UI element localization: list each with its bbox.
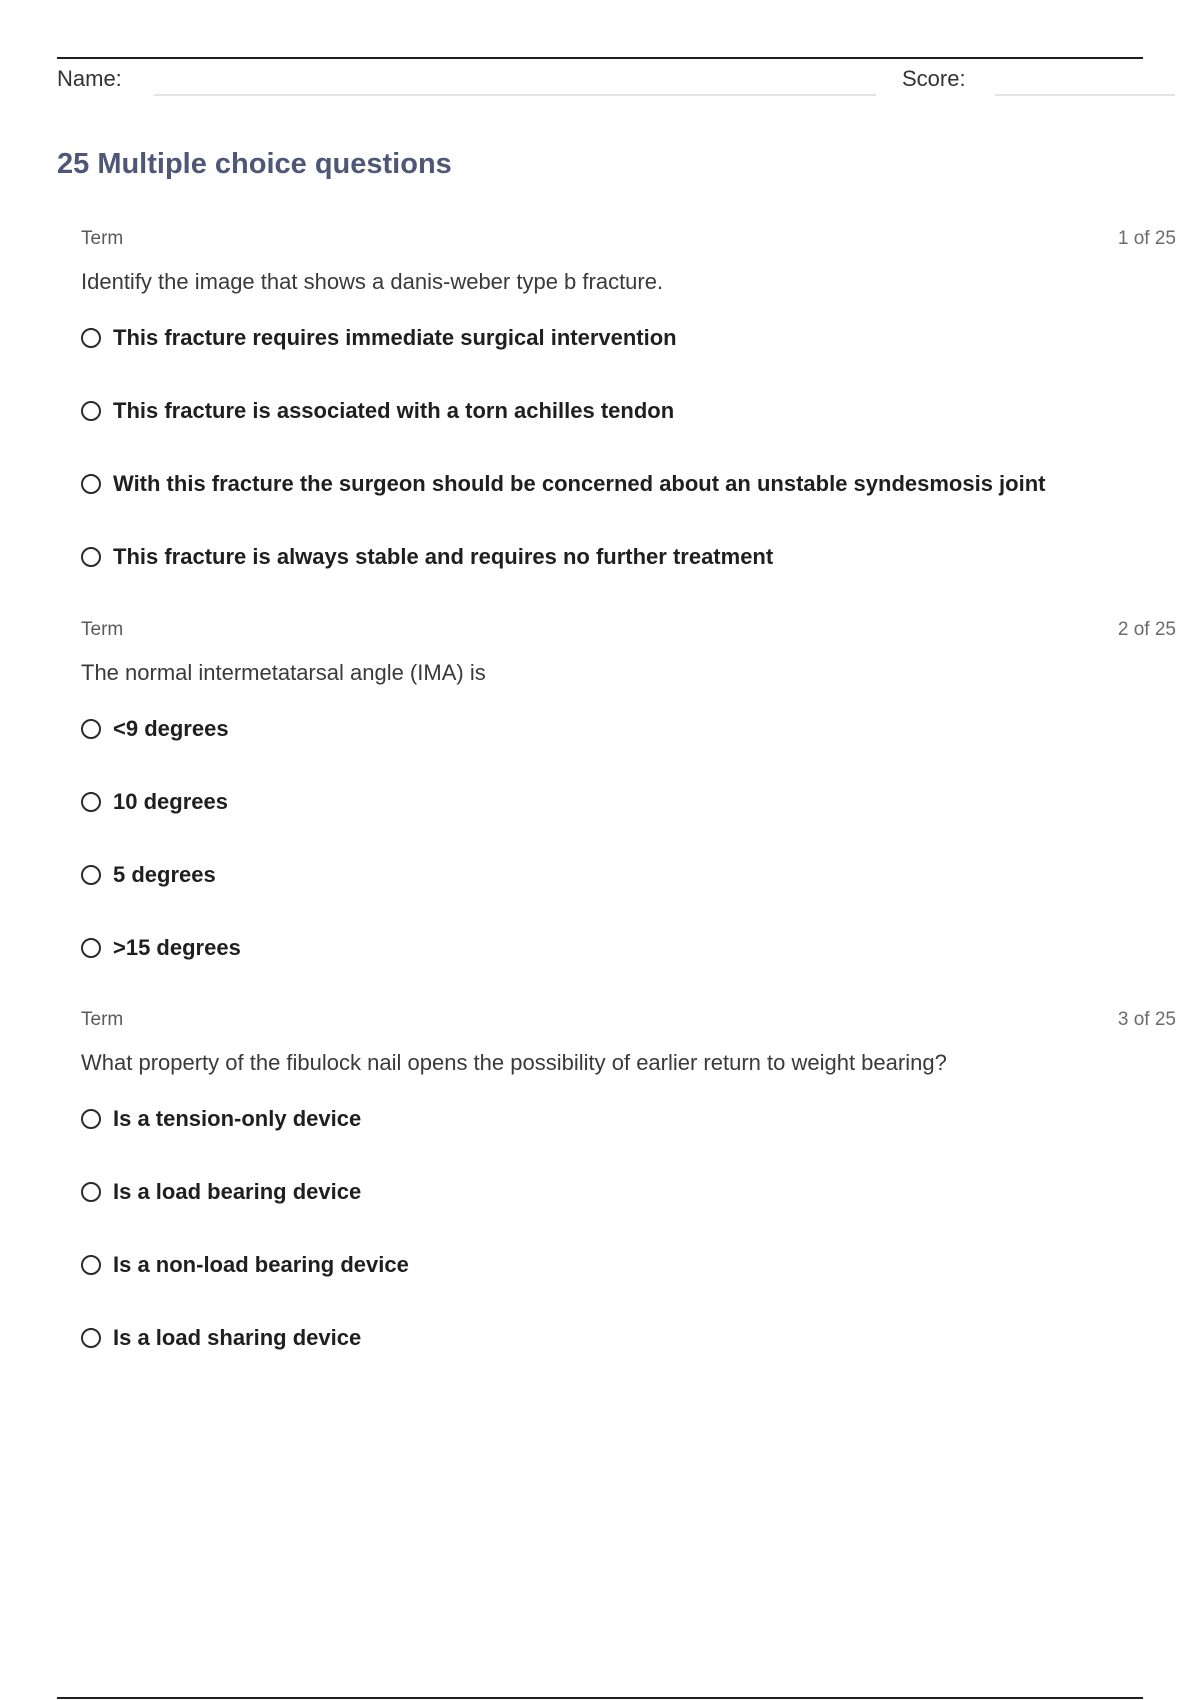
radio-button-icon[interactable]: [81, 938, 101, 958]
question-3: [81, 1009, 1176, 1395]
name-field[interactable]: [154, 94, 876, 96]
answer-option-label: Is a load sharing device: [113, 1325, 362, 1350]
answer-option[interactable]: [81, 859, 1176, 891]
top-divider: [57, 57, 1143, 59]
answer-option[interactable]: [81, 1103, 1176, 1135]
answer-option-label: 10 degrees: [113, 789, 228, 814]
answer-option[interactable]: [81, 468, 1176, 500]
question-header: [81, 619, 1176, 645]
radio-button-icon[interactable]: [81, 474, 101, 494]
answer-options: [81, 1103, 1176, 1354]
radio-button-icon[interactable]: [81, 547, 101, 567]
answer-option[interactable]: [81, 713, 1176, 745]
bottom-divider: [57, 1697, 1143, 1699]
name-label: Name:: [57, 66, 122, 91]
answer-option-label: Is a tension-only device: [113, 1106, 362, 1131]
radio-button-icon[interactable]: [81, 328, 101, 348]
question-counter: 1 of 25: [1117, 228, 1176, 249]
question-header: [81, 228, 1176, 254]
answer-options: [81, 713, 1176, 964]
term-label: Term: [81, 228, 124, 249]
radio-button-icon[interactable]: [81, 792, 101, 812]
answer-option[interactable]: [81, 786, 1176, 818]
radio-button-icon[interactable]: [81, 1182, 101, 1202]
radio-button-icon[interactable]: [81, 1328, 101, 1348]
answer-option-label: This fracture is always stable and requires no further treatment: [113, 544, 774, 569]
question-text: The normal intermetatarsal angle (IMA) is: [81, 660, 486, 685]
question-text: Identify the image that shows a danis-weber type b fracture.: [81, 269, 664, 294]
answer-option[interactable]: [81, 1322, 1176, 1354]
radio-button-icon[interactable]: [81, 1109, 101, 1129]
answer-option[interactable]: [81, 932, 1176, 964]
worksheet-header: [57, 62, 1177, 98]
question-1: [81, 228, 1176, 614]
answer-option-label: With this fracture the surgeon should be concerned about an unstable syndesmosis joint: [113, 471, 1046, 496]
answer-option[interactable]: [81, 1176, 1176, 1208]
score-field[interactable]: [995, 94, 1175, 96]
question-2: [81, 619, 1176, 1005]
section-title: 25 Multiple choice questions: [57, 148, 452, 180]
radio-button-icon[interactable]: [81, 865, 101, 885]
answer-option[interactable]: [81, 395, 1176, 427]
radio-button-icon[interactable]: [81, 401, 101, 421]
score-label: Score:: [902, 66, 966, 91]
answer-option-label: 5 degrees: [113, 862, 216, 887]
answer-options: [81, 322, 1176, 573]
question-header: [81, 1009, 1176, 1035]
answer-option[interactable]: [81, 541, 1176, 573]
answer-option-label: This fracture is associated with a torn achilles tendon: [113, 398, 675, 423]
answer-option[interactable]: [81, 1249, 1176, 1281]
radio-button-icon[interactable]: [81, 719, 101, 739]
term-label: Term: [81, 619, 124, 640]
answer-option-label: <9 degrees: [113, 716, 229, 741]
answer-option-label: Is a non-load bearing device: [113, 1252, 409, 1277]
question-counter: 2 of 25: [1117, 619, 1176, 640]
question-counter: 3 of 25: [1117, 1009, 1176, 1030]
answer-option[interactable]: [81, 322, 1176, 354]
question-text: What property of the fibulock nail opens the possibility of earlier return to weight bearing?: [81, 1050, 947, 1075]
term-label: Term: [81, 1009, 124, 1030]
radio-button-icon[interactable]: [81, 1255, 101, 1275]
answer-option-label: Is a load bearing device: [113, 1179, 362, 1204]
answer-option-label: This fracture requires immediate surgical intervention: [113, 325, 677, 350]
answer-option-label: >15 degrees: [113, 935, 241, 960]
